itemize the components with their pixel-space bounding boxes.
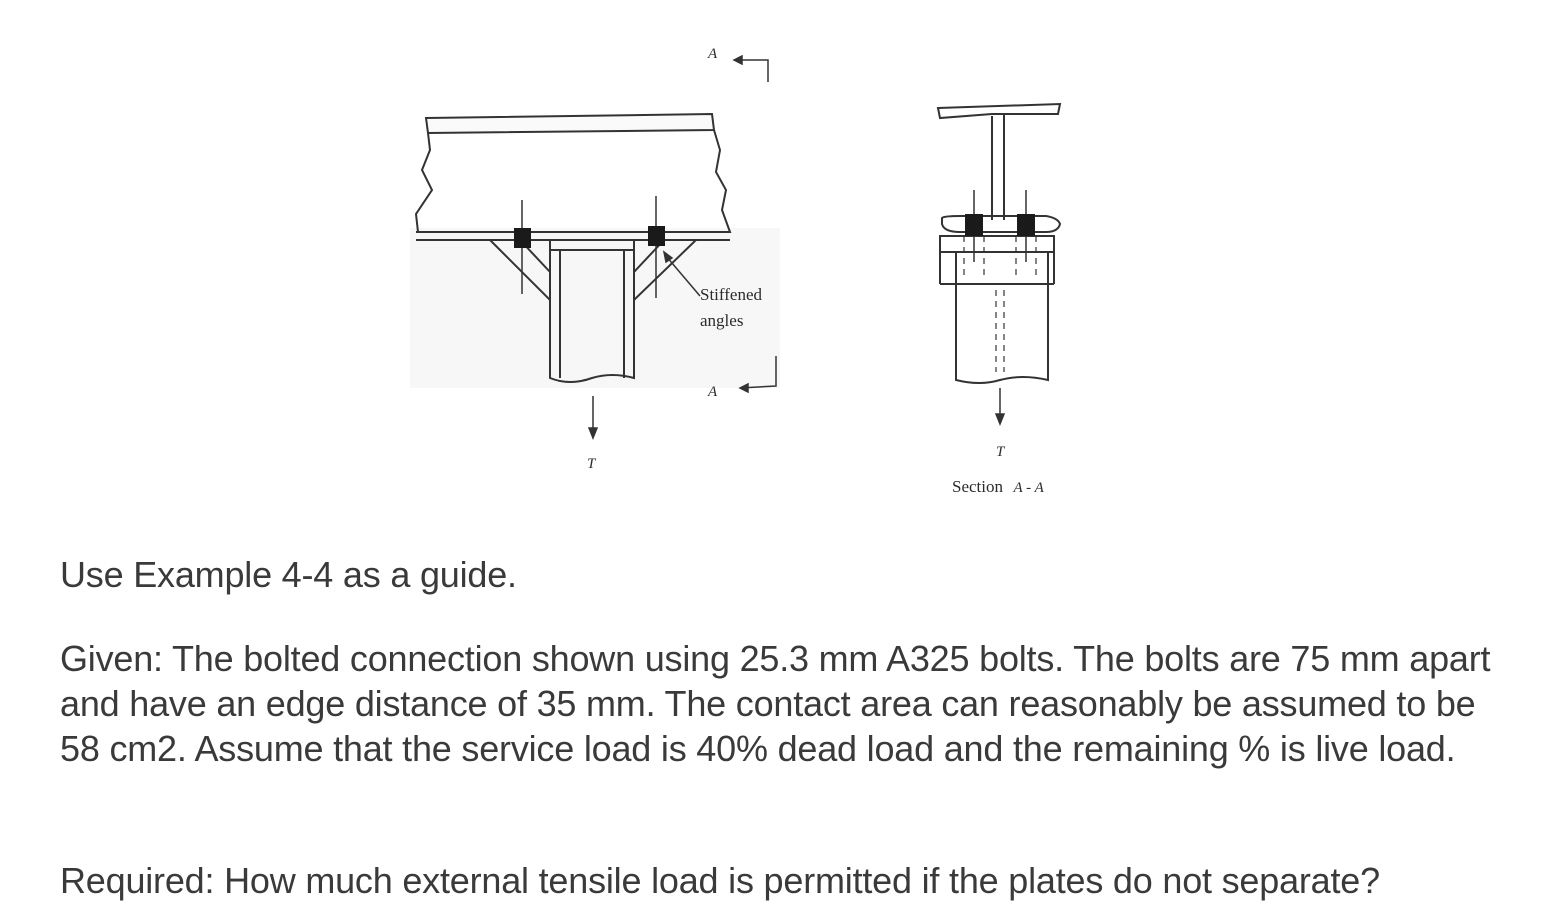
required-paragraph: Required: How much external tensile load is permitted if the plates do not separate? [60, 860, 1380, 901]
callout-label-line2: angles [700, 311, 744, 330]
section-marker-bottom: A [708, 384, 718, 400]
section-marker-top: A [708, 46, 718, 62]
section-caption-id: A - A [1013, 480, 1044, 496]
section-caption [952, 477, 1045, 496]
callout-label-line1: Stiffened [700, 285, 763, 304]
guide-line: Use Example 4-4 as a guide. [60, 554, 517, 595]
section-bolt-shanks [964, 236, 1036, 372]
load-label-right: T [996, 444, 1005, 460]
load-arrow-right [996, 388, 1004, 424]
load-label-left: T [587, 456, 596, 472]
load-arrow-left [589, 396, 597, 438]
figure-background [410, 228, 780, 388]
section-cut-top [734, 56, 768, 82]
section-caption-prefix: Section [952, 477, 1003, 496]
given-paragraph: Given: The bolted connection shown using 25.3 mm A325 bolts. The bolts are 75 mm apart and have an edge distance of 35 mm. The contact area can reasonably be assumed to be 58 cm2. Assume that the service load is 40% dead load and the remaining % is live load. [60, 638, 1491, 769]
section-view [938, 104, 1060, 383]
beam-elevation [416, 114, 730, 240]
